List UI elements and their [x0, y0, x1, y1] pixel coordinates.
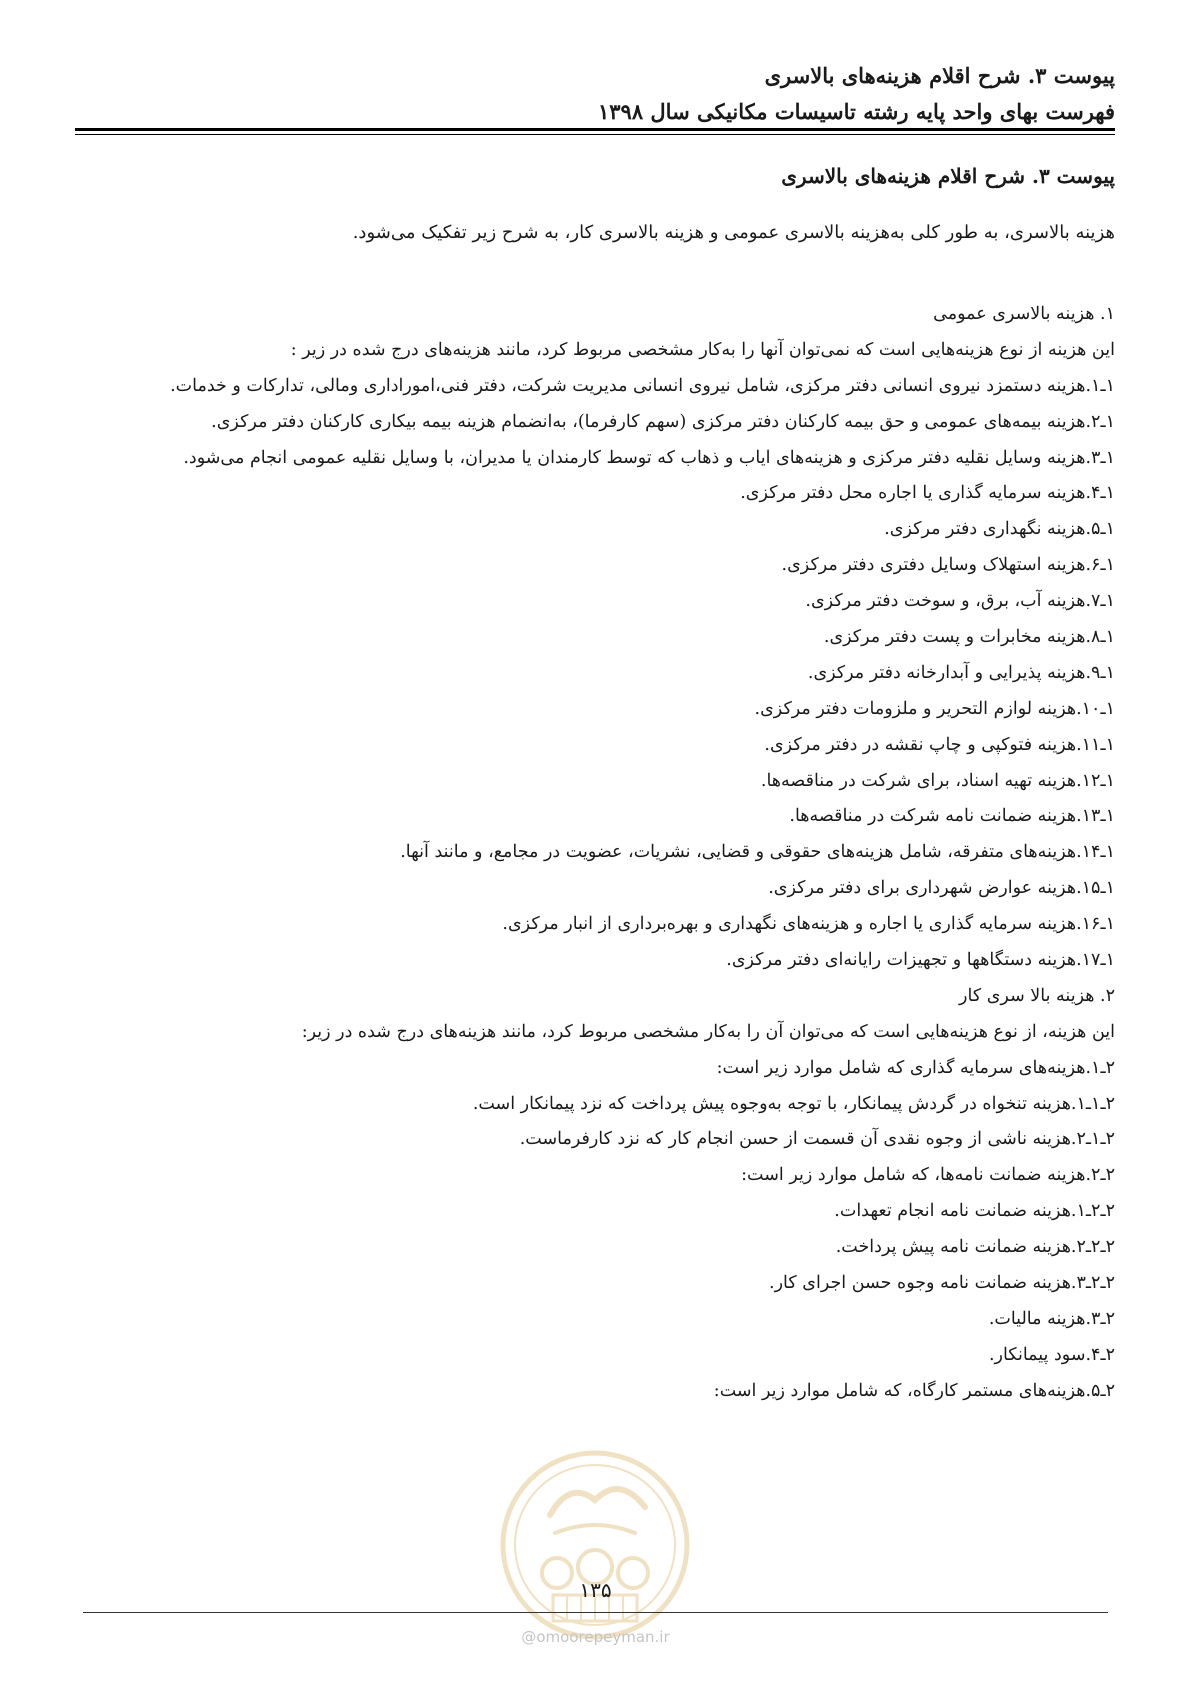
text-line: ۱ـ۱۴.هزینه‌های متفرقه، شامل هزینه‌های حقوقی و قضایی، نشریات، عضویت در مجامع، و مانند آنها.	[400, 842, 1115, 863]
text-line: ۱ـ۱۳.هزینه ضمانت نامه شرکت در مناقصه‌ها.	[789, 806, 1115, 827]
text-line: ۲ـ۵.هزینه‌های مستمر کارگاه، که شامل موارد زیر است:	[713, 1380, 1115, 1401]
text-line: ۲. هزینه بالا سری کار	[959, 985, 1115, 1006]
text-line: ۱ـ۸.هزینه مخابرات و پست دفتر مرکزی.	[823, 627, 1115, 648]
page-header	[75, 58, 1115, 130]
text-line: ۱ـ۲.هزینه بیمه‌های عمومی و حق بیمه کارکنان دفتر مرکزی (سهم کارفرما)، به‌انضمام هزینه بیمه بیکاری کارکنان دفتر مرکزی.	[211, 411, 1115, 432]
header-rule-thick	[75, 128, 1115, 131]
text-line: ۱ـ۱۵.هزینه عوارض شهرداری برای دفتر مرکزی.	[768, 878, 1115, 899]
text-line: ۲ـ۱ـ۲.هزینه ناشی از وجوه نقدی آن قسمت از حسن انجام کار که نزد کارفرماست.	[519, 1129, 1115, 1150]
text-line: ۱ـ۱۲.هزینه تهیه اسناد، برای شرکت در مناقصه‌ها.	[760, 770, 1115, 791]
text-line: ۲ـ۳.هزینه مالیات.	[988, 1308, 1115, 1329]
text-line: ۲ـ۲ـ۳.هزینه ضمانت نامه وجوه حسن اجرای کار.	[769, 1273, 1115, 1294]
text-line: ۱ـ۹.هزینه پذیرایی و آبدارخانه دفتر مرکزی.	[807, 662, 1115, 683]
watermark-logo	[495, 1445, 695, 1645]
text-line: ۱ـ۷.هزینه آب، برق، و سوخت دفتر مرکزی.	[805, 591, 1115, 612]
text-line: ۲ـ۲ـ۲.هزینه ضمانت نامه پیش پرداخت.	[835, 1237, 1115, 1258]
text-line: ۲ـ۲.هزینه ضمانت نامه‌ها، که شامل موارد زیر است:	[741, 1165, 1115, 1186]
text-line: ۱ـ۶.هزینه استهلاک وسایل دفتری دفتر مرکزی.	[781, 555, 1115, 576]
footer-rule	[83, 1612, 1108, 1613]
header-subtitle: فهرست بهای واحد پایه رشته تاسیسات مکانیکی سال ۱۳۹۸	[597, 99, 1115, 124]
intro-paragraph: هزینه بالاسری، به طور کلی به‌هزینه بالاسری عمومی و هزینه بالاسری کار، به شرح زیر تفکیک می‌شود.	[352, 222, 1115, 243]
text-line: ۱ـ۱.هزینه دستمزد نیروی انسانی دفتر مرکزی، شامل نیروی انسانی مدیریت شرکت، دفتر فنی،اموراداری ومالی، تدارکات و خدمات.	[170, 375, 1115, 396]
text-line: ۱ـ۴.هزینه سرمایه گذاری یا اجاره محل دفتر مرکزی.	[740, 483, 1115, 504]
text-line: ۱ـ۱۱.هزینه فتوکپی و چاپ نقشه در دفتر مرکزی.	[764, 734, 1115, 755]
section-title: پیوست ۳. شرح اقلام هزینه‌های بالاسری	[781, 164, 1115, 188]
text-line: ۱ـ۱۰.هزینه لوازم التحریر و ملزومات دفتر مرکزی.	[754, 698, 1115, 719]
text-line: این هزینه، از نوع هزینه‌هایی است که می‌توان آن را به‌کار مشخصی مربوط کرد، مانند هزینه‌های درج شده در زیر:	[301, 1021, 1115, 1042]
text-line: ۱ـ۳.هزینه وسایل نقلیه دفتر مرکزی و هزینه‌های ایاب و ذهاب که توسط کارمندان یا مدیران، با وسایل نقلیه عمومی انجام می‌شود.	[183, 447, 1115, 468]
text-line: ۱. هزینه بالاسری عمومی	[933, 304, 1115, 324]
text-line: ۲ـ۴.سود پیمانکار.	[988, 1344, 1115, 1365]
text-line: ۱ـ۱۶.هزینه سرمایه گذاری یا اجاره و هزینه‌های نگهداری و بهره‌برداری از انبار مرکزی.	[502, 914, 1115, 935]
text-line: ۲ـ۱.هزینه‌های سرمایه گذاری که شامل موارد زیر است:	[716, 1057, 1115, 1078]
body-text	[75, 296, 1115, 1409]
header-title: پیوست ۳. شرح اقلام هزینه‌های بالاسری	[764, 63, 1115, 88]
text-line: ۲ـ۱ـ۱.هزینه تنخواه در گردش پیمانکار، با توجه به‌وجوه پیش پرداخت که نزد پیمانکار است.	[472, 1093, 1115, 1114]
text-line: ۱ـ۱۷.هزینه دستگاهها و تجهیزات رایانه‌ای دفتر مرکزی.	[726, 950, 1115, 971]
text-line: ۱ـ۵.هزینه نگهداری دفتر مرکزی.	[884, 519, 1115, 540]
watermark-site-text: @omoorepeyman.ir	[521, 1628, 670, 1646]
text-line: این هزینه از نوع هزینه‌هایی است که نمی‌توان آنها را به‌کار مشخصی مربوط کرد، مانند هزینه‌های درج شده در زیر :	[290, 339, 1115, 360]
page-number: ۱۳۵	[579, 1578, 612, 1602]
text-line: ۲ـ۲ـ۱.هزینه ضمانت نامه انجام تعهدات.	[834, 1201, 1115, 1222]
header-rule-thin	[75, 134, 1115, 135]
